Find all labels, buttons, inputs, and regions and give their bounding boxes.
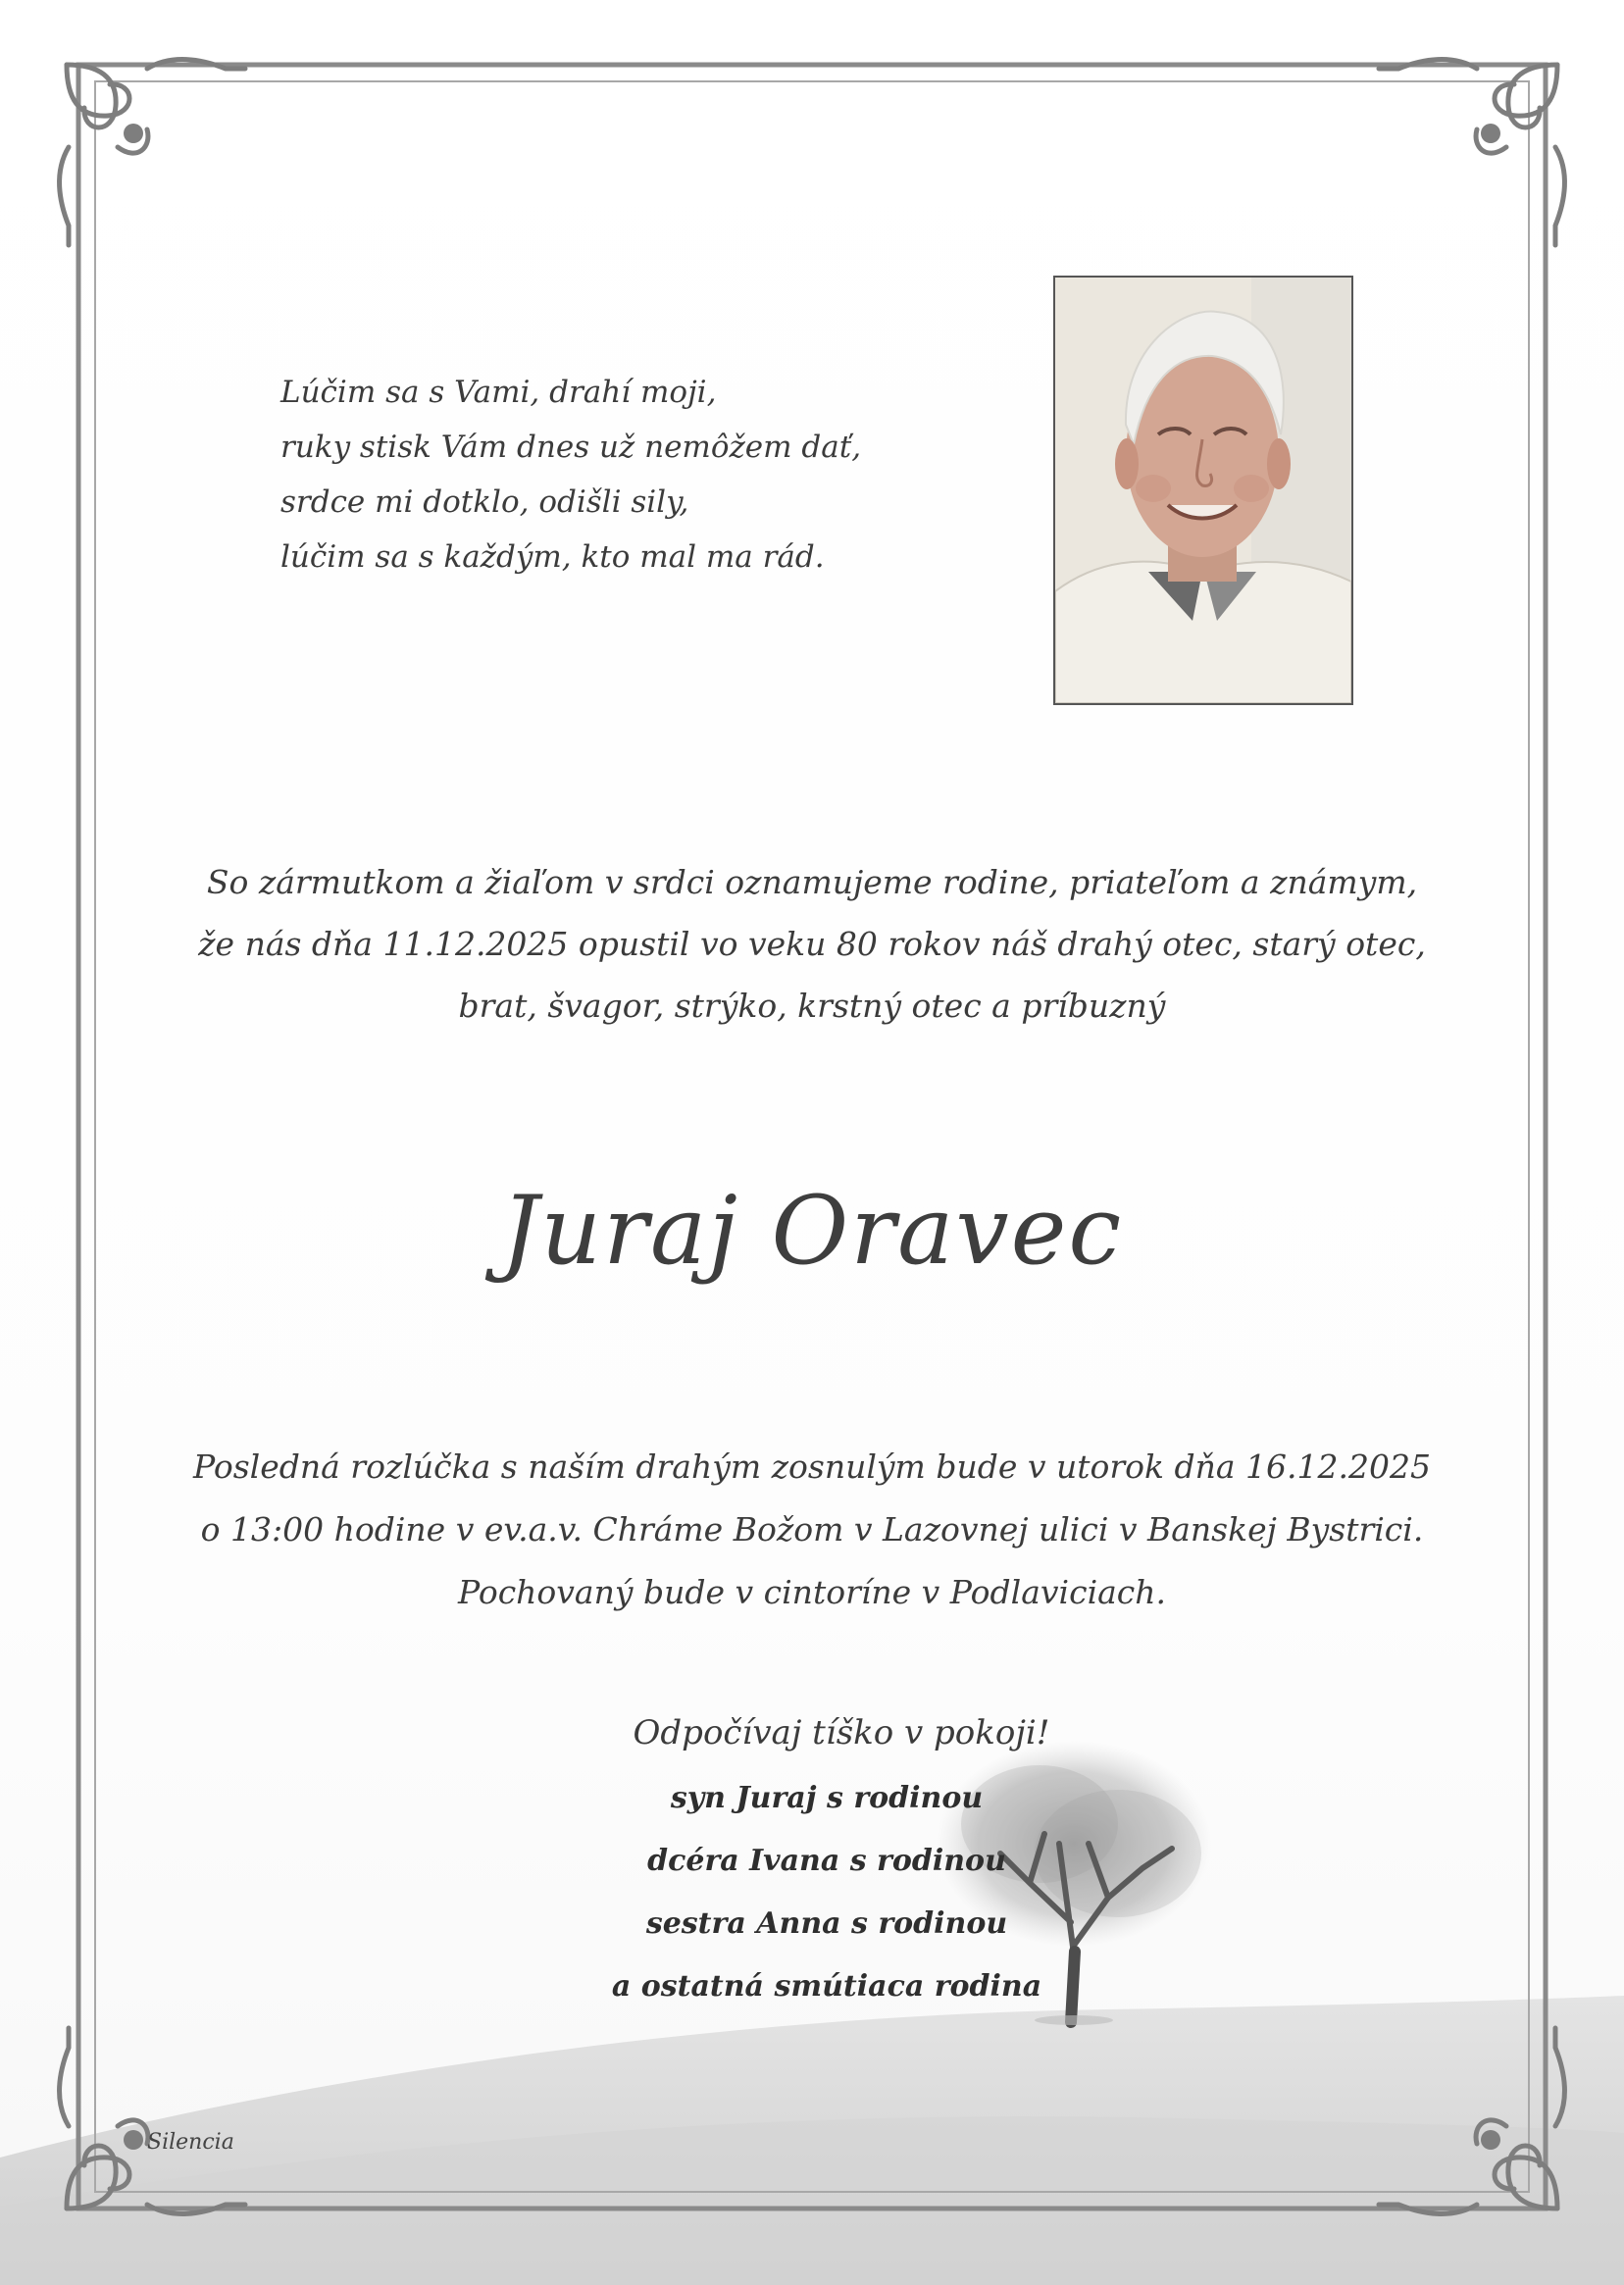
deceased-name: Juraj Oravec [500,1176,1124,1286]
farewell-phrase: Odpočívaj tíško v pokoji! [633,1713,1050,1752]
mourner-item: syn Juraj s rodinou [670,1781,984,1815]
poem-line: ruky stisk Vám dnes už nemôžem dať, [280,430,862,465]
mourner-item: a ostatná smútiaca rodina [611,1969,1042,2004]
funeral-line: Pochovaný bude v cintoríne v Podlaviciach. [457,1573,1167,1611]
poem-line: srdce mi dotklo, odišli sily, [280,484,689,520]
mourner-item: dcéra Ivana s rodinou [647,1844,1006,1878]
funeral-line: o 13:00 hodine v ev.a.v. Chráme Božom v Lazovnej ulici v Banskej Bystrici. [200,1510,1424,1549]
funeral-line: Posledná rozlúčka s naším drahým zosnulým bude v utorok dňa 16.12.2025 [193,1447,1431,1486]
announcement [0,851,1624,1037]
mourner-item: sestra Anna s rodinou [645,1906,1008,1941]
poem [280,365,861,584]
poem-line: Lúčim sa s Vami, drahí moji, [280,375,717,410]
poem-line: lúčim sa s každým, kto mal ma rád. [280,539,825,575]
portrait-photo [1053,276,1353,705]
funeral-details [0,1436,1624,1624]
mourners-list [0,1767,1624,2018]
announcement-line: že nás dňa 11.12.2025 opustil vo veku 80 rokov náš drahý otec, starý otec, [198,925,1426,963]
announcement-line: So zármutkom a žiaľom v srdci oznamujeme rodine, priateľom a známym, [206,863,1418,901]
flourish-ornament-icon [1379,60,1564,245]
brand-label: Silencia [147,2130,234,2155]
announcement-line: brat, švagor, strýko, krstný otec a príbuzný [458,987,1166,1025]
flourish-ornament-icon [60,60,245,245]
portrait-image [1055,278,1351,703]
